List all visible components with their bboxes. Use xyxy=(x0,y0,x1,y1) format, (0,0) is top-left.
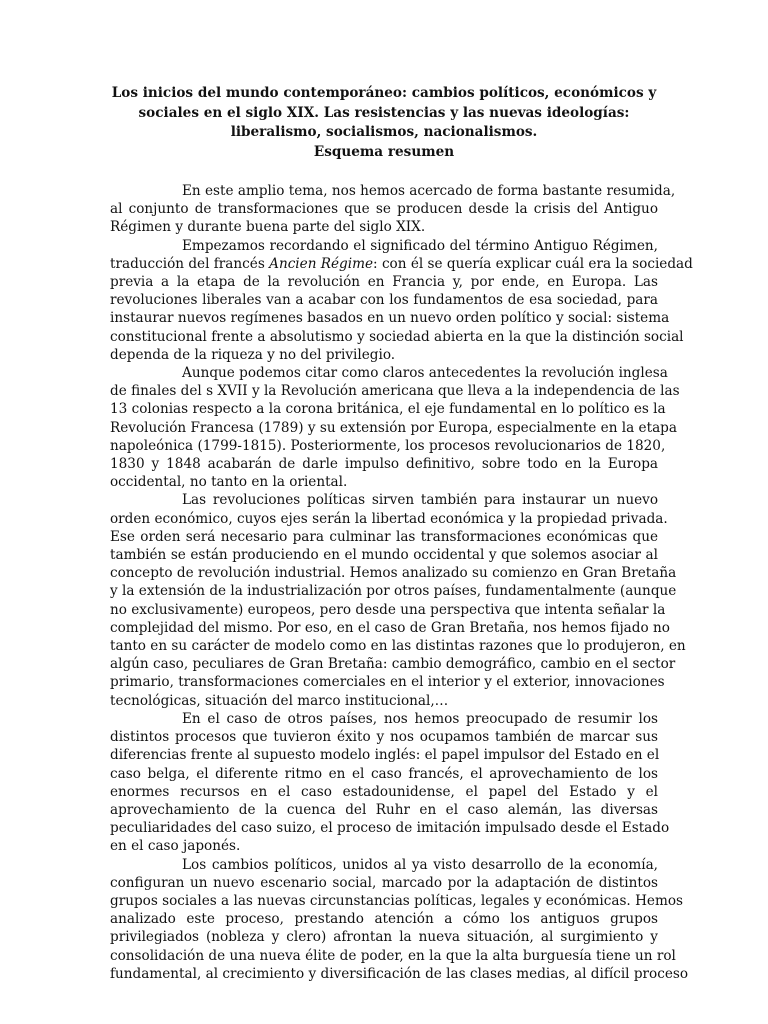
text-line: distintos procesos que tuvieron éxito y nos ocupamos también de marcar sus xyxy=(110,729,658,746)
text-line: concepto de revolución industrial. Hemos analizado su comienzo en Gran Bretaña xyxy=(110,565,677,582)
text-line: dependa de la riqueza y no del privilegio. xyxy=(110,346,396,363)
text-line: también se están produciendo en el mundo occidental y que solemos asociar al xyxy=(110,547,658,564)
italic-term: Ancien Régime xyxy=(269,255,374,272)
text-line: previa a la etapa de la revolución en Francia y, por ende, en Europa. Las xyxy=(110,274,658,291)
text-line: Revolución Francesa (1789) y su extensión por Europa, especialmente en la etapa xyxy=(110,419,677,436)
text-line: Aunque podemos citar como claros antecedentes la revolución inglesa xyxy=(182,365,668,382)
title-line: sociales en el siglo XIX. Las resistencias y las nuevas ideologías: xyxy=(138,104,630,121)
text-line: constitucional frente a absolutismo y sociedad abierta en la que la distinción social xyxy=(110,328,684,345)
text-line: instaurar nuevos regímenes basados en un nuevo orden político y social: sistema xyxy=(110,310,670,327)
text-line: algún caso, peculiares de Gran Bretaña: cambio demográfico, cambio en el sector xyxy=(110,656,676,673)
text-line: analizado este proceso, prestando atención a cómo los antiguos grupos xyxy=(110,911,658,928)
paragraph-intro xyxy=(110,182,676,237)
text-line: tanto en su carácter de modelo como en las distintas razones que lo produjeron, en xyxy=(110,638,686,655)
text-line: complejidad del mismo. Por eso, en el caso de Gran Bretaña, nos hemos fijado no xyxy=(110,619,670,636)
text-line: Régimen y durante buena parte del siglo XIX. xyxy=(110,219,426,236)
paragraph-orden-economico xyxy=(110,491,686,709)
title-subtitle: Esquema resumen xyxy=(313,143,455,160)
text-line: no exclusivamente) europeos, pero desde una perspectiva que intenta señalar la xyxy=(110,601,666,618)
text-line: napoleónica (1799-1815). Posteriormente, los procesos revolucionarios de 1820, xyxy=(110,437,666,454)
text-line: de finales del s XVII y la Revolución americana que lleva a la independencia de las xyxy=(110,383,680,400)
text-line: y la extensión de la industrialización por otros países, fundamentalmente (aunque xyxy=(110,583,677,600)
paragraph-antiguo-regimen xyxy=(110,237,693,364)
text-line: Los cambios políticos, unidos al ya visto desarrollo de la economía, xyxy=(182,856,658,873)
paragraph-otros-paises xyxy=(110,710,670,856)
text-line: revoluciones liberales van a acabar con los fundamentos de esa sociedad, para xyxy=(110,292,658,309)
text-line: diferencias frente al supuesto modelo inglés: el papel impulsor del Estado en el xyxy=(110,747,660,764)
title-line: Los inicios del mundo contemporáneo: cambios políticos, económicos y xyxy=(111,85,657,101)
text-line: configuran un nuevo escenario social, marcado por la adaptación de distintos xyxy=(110,874,658,891)
text-line: enormes recursos en el caso estadounidense, el papel del Estado y el xyxy=(110,783,658,800)
text-line: consolidación de una nueva élite de poder, en la que la alta burguesía tiene un rol xyxy=(110,947,676,964)
text-line: traducción del francés Ancien Régime: con él se quería explicar cuál era la sociedad xyxy=(110,255,693,272)
text-line: Las revoluciones políticas sirven también para instaurar un nuevo xyxy=(182,492,658,509)
text-line: Empezamos recordando el significado del término Antiguo Régimen, xyxy=(182,237,658,254)
text-line: En el caso de otros países, nos hemos preocupado de resumir los xyxy=(182,710,658,727)
text-line: Ese orden será necesario para culminar las transformaciones económicas que xyxy=(110,528,658,545)
text-line: caso belga, el diferente ritmo en el caso francés, el aprovechamiento de los xyxy=(110,765,658,782)
text-line: primario, transformaciones comerciales en el interior y el exterior, innovaciones xyxy=(110,674,665,691)
text-line: 13 colonias respecto a la corona británica, el eje fundamental en lo político es la xyxy=(110,401,666,418)
text-line: fundamental, al crecimiento y diversificación de las clases medias, al difícil proceso xyxy=(110,965,689,982)
text-line: orden económico, cuyos ejes serán la libertad económica y la propiedad privada. xyxy=(110,510,668,527)
text-line: En este amplio tema, nos hemos acercado de forma bastante resumida, xyxy=(182,183,676,199)
paragraph-cambios-sociales xyxy=(110,856,689,983)
paragraph-revoluciones xyxy=(110,364,680,491)
text-line: aprovechamiento de la cuenca del Ruhr en el caso alemán, las diversas xyxy=(110,801,658,818)
text-line: tecnológicas, situación del marco institucional,… xyxy=(110,692,449,709)
text-line: en el caso japonés. xyxy=(110,838,241,855)
document-body xyxy=(110,182,693,983)
text-line: grupos sociales a las nuevas circunstancias políticas, legales y económicas. Hemos xyxy=(110,892,684,909)
text-line: occidental, no tanto en la oriental. xyxy=(110,474,348,491)
title-line: liberalismo, socialismos, nacionalismos. xyxy=(230,124,538,140)
text-line: peculiaridades del caso suizo, el proceso de imitación impulsado desde el Estado xyxy=(110,820,670,837)
document-title xyxy=(110,84,658,162)
text-line: al conjunto de transformaciones que se producen desde la crisis del Antiguo xyxy=(110,201,658,218)
text-line: 1830 y 1848 acabarán de darle impulso definitivo, sobre todo en la Europa xyxy=(110,456,658,473)
text-line: privilegiados (nobleza y clero) afrontan la nueva situación, al surgimiento y xyxy=(110,929,658,946)
